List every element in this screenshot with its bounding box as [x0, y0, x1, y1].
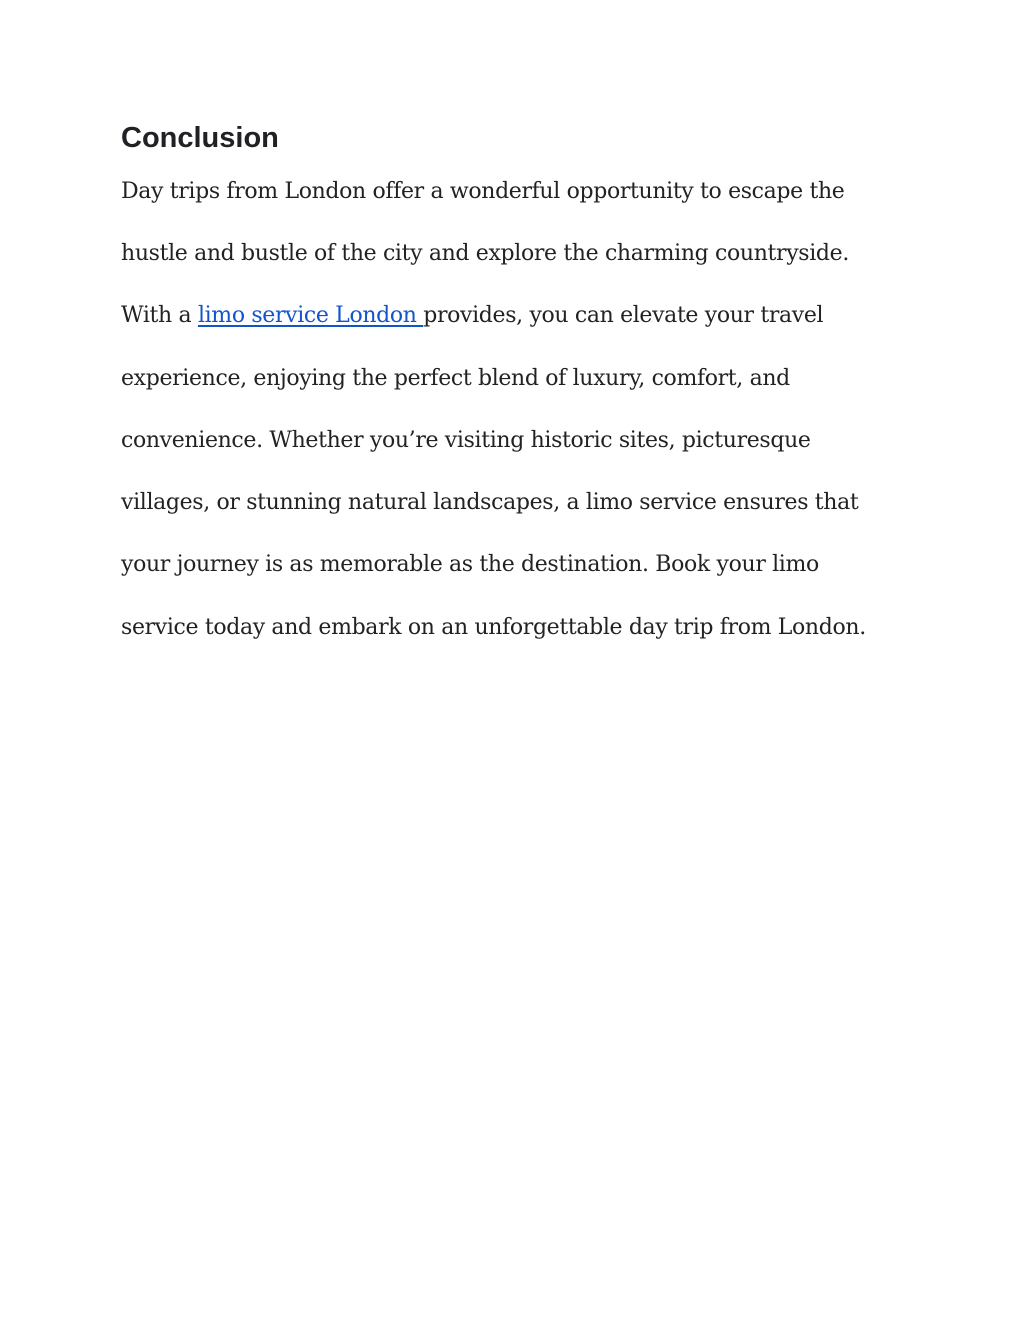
- line-text-before-link: With a: [121, 303, 198, 328]
- paragraph-line: hustle and bustle of the city and explore the charming countryside.: [121, 241, 849, 266]
- line-text-after-link: provides, you can elevate your travel: [423, 303, 824, 328]
- paragraph-line: your journey is as memorable as the destination. Book your limo: [121, 552, 819, 577]
- paragraph-line: Day trips from London offer a wonderful opportunity to escape the: [121, 179, 845, 204]
- section-heading: Conclusion: [121, 122, 279, 154]
- paragraph-line: service today and embark on an unforgettable day trip from London.: [121, 615, 866, 640]
- paragraph-line-with-link: [121, 300, 823, 332]
- limo-service-london-link[interactable]: limo service London: [197, 303, 424, 328]
- paragraph-line: villages, or stunning natural landscapes, a limo service ensures that: [121, 490, 859, 515]
- paragraph-line: experience, enjoying the perfect blend of luxury, comfort, and: [121, 366, 790, 391]
- paragraph-line: convenience. Whether you’re visiting historic sites, picturesque: [121, 428, 811, 453]
